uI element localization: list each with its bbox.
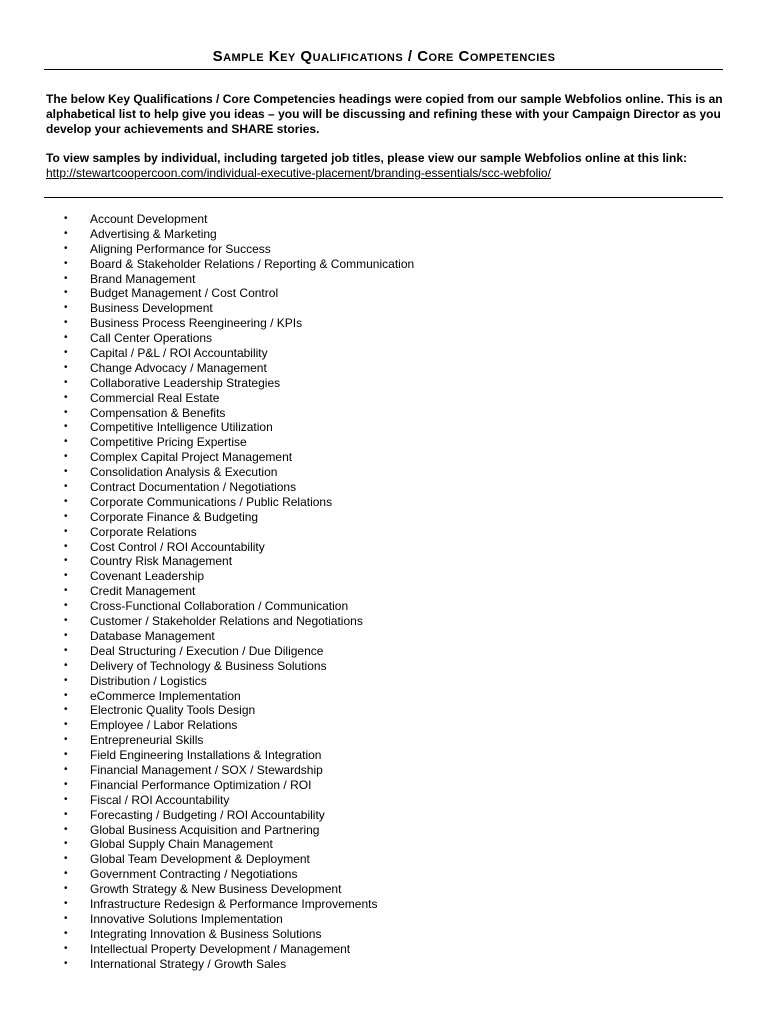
list-item-label: Aligning Performance for Success	[90, 241, 271, 256]
list-item	[0, 882, 414, 897]
list-item	[0, 376, 414, 391]
list-item	[0, 748, 414, 763]
bullet-icon: •	[64, 451, 68, 463]
list-item-label: Innovative Solutions Implementation	[90, 911, 283, 926]
list-item	[0, 793, 414, 808]
bullet-icon: •	[64, 227, 68, 239]
bullet-icon: •	[64, 808, 68, 820]
bullet-icon: •	[64, 868, 68, 880]
list-item	[0, 763, 414, 778]
list-item	[0, 316, 414, 331]
bullet-icon: •	[64, 406, 68, 418]
list-item	[0, 510, 414, 525]
bullet-icon: •	[64, 332, 68, 344]
list-item	[0, 406, 414, 421]
list-item	[0, 912, 414, 927]
list-item-label: Global Supply Chain Management	[90, 837, 273, 852]
bullet-icon: •	[64, 615, 68, 627]
list-item	[0, 420, 414, 435]
list-item	[0, 733, 414, 748]
list-item	[0, 391, 414, 406]
list-item-label: Electronic Quality Tools Design	[90, 703, 256, 718]
bullet-icon: •	[64, 719, 68, 731]
bullet-icon: •	[64, 704, 68, 716]
bullet-icon: •	[64, 749, 68, 761]
list-item-label: Global Team Development & Deployment	[90, 852, 310, 867]
list-item	[0, 331, 414, 346]
list-item	[0, 689, 414, 704]
list-item-label: Contract Documentation / Negotiations	[90, 480, 297, 495]
list-item	[0, 823, 414, 838]
bullet-icon: •	[64, 466, 68, 478]
bullet-icon: •	[64, 763, 68, 775]
list-item	[0, 897, 414, 912]
list-item	[0, 242, 414, 257]
list-item-label: Government Contracting / Negotiations	[90, 867, 298, 882]
list-item	[0, 212, 414, 227]
bullet-icon: •	[64, 391, 68, 403]
bullet-icon: •	[64, 570, 68, 582]
list-item-label: Covenant Leadership	[90, 569, 205, 584]
list-item-label: Fiscal / ROI Accountability	[90, 792, 230, 807]
bullet-icon: •	[64, 257, 68, 269]
list-item	[0, 569, 414, 584]
list-item-label: Field Engineering Installations & Integration	[90, 748, 322, 763]
bullet-icon: •	[64, 927, 68, 939]
list-item-label: Account Development	[90, 212, 208, 226]
bullet-icon: •	[64, 734, 68, 746]
list-item	[0, 718, 414, 733]
view-samples-text: To view samples by individual, including targeted job titles, please view our sample Webfolios online at this link:	[46, 151, 688, 165]
list-item-label: Global Business Acquisition and Partnering	[90, 822, 320, 837]
list-item	[0, 703, 414, 718]
list-item-label: Deal Structuring / Execution / Due Diligence	[90, 643, 324, 658]
list-item-label: Corporate Relations	[90, 524, 197, 539]
section-divider	[44, 197, 723, 198]
list-item-label: Cross-Functional Collaboration / Communication	[90, 599, 349, 614]
list-item	[0, 778, 414, 793]
bullet-icon: •	[64, 376, 68, 388]
bullet-icon: •	[64, 853, 68, 865]
list-item	[0, 554, 414, 569]
list-item-label: Competitive Intelligence Utilization	[90, 420, 273, 435]
list-item	[0, 465, 414, 480]
list-item-label: Forecasting / Budgeting / ROI Accountability	[90, 807, 325, 822]
list-item	[0, 852, 414, 867]
bullet-icon: •	[64, 912, 68, 924]
list-item-label: Customer / Stakeholder Relations and Negotiations	[90, 614, 363, 629]
bullet-icon: •	[64, 555, 68, 567]
list-item-label: Delivery of Technology & Business Solutions	[90, 658, 327, 673]
bullet-icon: •	[64, 510, 68, 522]
list-item-label: Credit Management	[90, 584, 196, 599]
bullet-icon: •	[64, 361, 68, 373]
webfolio-link-block	[46, 151, 726, 181]
bullet-icon: •	[64, 287, 68, 299]
list-item-label: Advertising & Marketing	[90, 226, 217, 241]
list-item	[0, 659, 414, 674]
list-item-label: Database Management	[90, 628, 215, 643]
list-item	[0, 227, 414, 242]
list-item-label: Board & Stakeholder Relations / Reporting & Communication	[90, 256, 415, 271]
list-item-label: Brand Management	[90, 271, 196, 286]
bullet-icon: •	[64, 495, 68, 507]
list-item	[0, 495, 414, 510]
list-item	[0, 257, 414, 272]
list-item	[0, 301, 414, 316]
list-item	[0, 837, 414, 852]
list-item-label: Employee / Labor Relations	[90, 718, 238, 733]
list-item	[0, 614, 414, 629]
list-item	[0, 927, 414, 942]
intro-paragraph: The below Key Qualifications / Core Competencies headings were copied from our sample Webfolios online. This is an alphabetical list to help give you ideas – you will be discussing and refining these with your Campaign Director as you develop your achievements and SHARE stories.	[46, 92, 723, 136]
title-divider	[44, 69, 723, 70]
bullet-icon: •	[64, 689, 68, 701]
bullet-icon: •	[64, 436, 68, 448]
bullet-icon: •	[64, 317, 68, 329]
list-item-label: Corporate Finance & Budgeting	[90, 509, 259, 524]
bullet-icon: •	[64, 883, 68, 895]
list-item-label: Distribution / Logistics	[90, 673, 207, 688]
list-item-label: Compensation & Benefits	[90, 405, 226, 420]
webfolio-link[interactable]: http://stewartcoopercoon.com/individual-executive-placement/branding-essentials/scc-webfolio/	[46, 166, 551, 180]
bullet-icon: •	[64, 659, 68, 671]
bullet-icon: •	[64, 213, 68, 224]
list-item	[0, 584, 414, 599]
list-item-label: Country Risk Management	[90, 554, 233, 569]
list-item	[0, 272, 414, 287]
list-item-label: Call Center Operations	[90, 331, 213, 346]
list-item-label: Capital / P&L / ROI Accountability	[90, 346, 268, 361]
bullet-icon: •	[64, 957, 68, 969]
bullet-icon: •	[64, 942, 68, 954]
bullet-icon: •	[64, 525, 68, 537]
bullet-icon: •	[64, 823, 68, 835]
bullet-icon: •	[64, 585, 68, 597]
bullet-icon: •	[64, 540, 68, 552]
list-item-label: Intellectual Property Development / Management	[90, 941, 351, 956]
list-item	[0, 540, 414, 555]
bullet-icon: •	[64, 242, 68, 254]
list-item	[0, 450, 414, 465]
list-item	[0, 361, 414, 376]
bullet-icon: •	[64, 629, 68, 641]
bullet-icon: •	[64, 778, 68, 790]
bullet-icon: •	[64, 302, 68, 314]
list-item-label: Infrastructure Redesign & Performance Improvements	[90, 896, 378, 911]
list-item	[0, 599, 414, 614]
bullet-icon: •	[64, 481, 68, 493]
list-item	[0, 346, 414, 361]
list-item	[0, 286, 414, 301]
list-item-label: Budget Management / Cost Control	[90, 286, 279, 301]
bullet-icon: •	[64, 600, 68, 612]
bullet-icon: •	[64, 793, 68, 805]
bullet-icon: •	[64, 674, 68, 686]
list-item-label: Business Process Reengineering / KPIs	[90, 316, 303, 331]
list-item	[0, 674, 414, 689]
list-item-label: Cost Control / ROI Accountability	[90, 539, 265, 554]
list-item-label: Financial Management / SOX / Stewardship	[90, 762, 323, 777]
bullet-icon: •	[64, 347, 68, 359]
list-item-label: Complex Capital Project Management	[90, 450, 293, 465]
list-item-label: Entrepreneurial Skills	[90, 733, 204, 748]
list-item-label: eCommerce Implementation	[90, 688, 241, 703]
list-item-label: Business Development	[90, 301, 213, 316]
list-item	[0, 480, 414, 495]
list-item	[0, 435, 414, 450]
list-item-label: Change Advocacy / Management	[90, 360, 267, 375]
list-item	[0, 629, 414, 644]
list-item	[0, 644, 414, 659]
bullet-icon: •	[64, 421, 68, 433]
list-item	[0, 942, 414, 957]
bullet-icon: •	[64, 644, 68, 656]
list-item-label: Collaborative Leadership Strategies	[90, 375, 281, 390]
list-item-label: Corporate Communications / Public Relations	[90, 494, 333, 509]
list-item-label: Financial Performance Optimization / ROI	[90, 777, 312, 792]
bullet-icon: •	[64, 897, 68, 909]
list-item	[0, 808, 414, 823]
competency-list	[0, 212, 414, 971]
bullet-icon: •	[64, 838, 68, 850]
list-item-label: Commercial Real Estate	[90, 390, 220, 405]
list-item	[0, 957, 414, 972]
list-item-label: Integrating Innovation & Business Solutions	[90, 926, 322, 941]
bullet-icon: •	[64, 272, 68, 284]
list-item-label: Competitive Pricing Expertise	[90, 435, 247, 450]
list-item	[0, 525, 414, 540]
list-item-label: Growth Strategy & New Business Development	[90, 882, 342, 897]
list-item	[0, 867, 414, 882]
page-title: Sample Key Qualifications / Core Competencies	[212, 48, 556, 65]
list-item-label: Consolidation Analysis & Execution	[90, 465, 278, 480]
list-item-label: International Strategy / Growth Sales	[90, 956, 287, 971]
